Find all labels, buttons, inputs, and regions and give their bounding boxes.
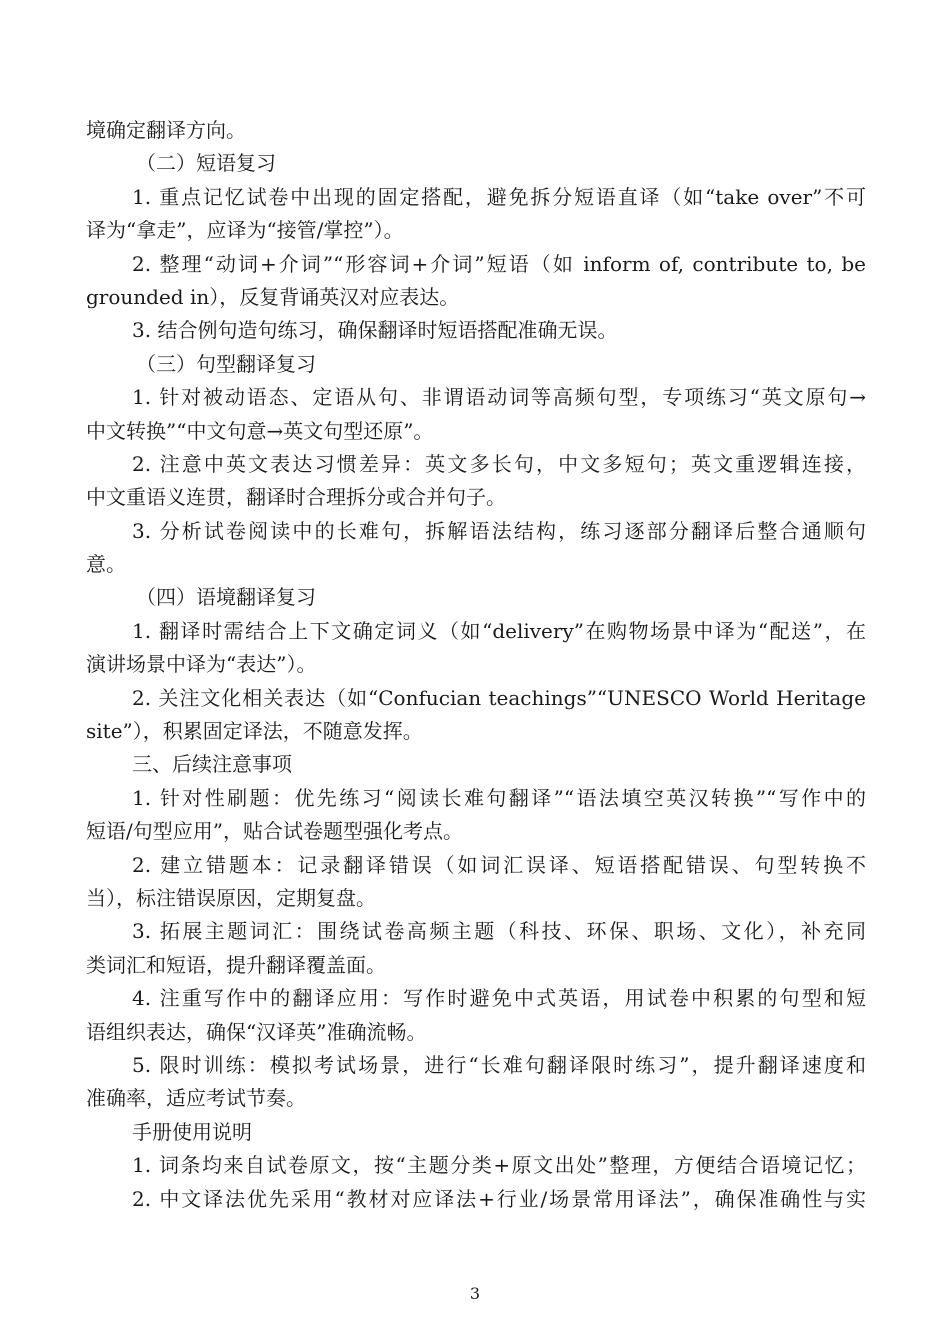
text-line: 语组织表达，确保“汉译英”准确流畅。 (86, 1019, 427, 1044)
document-body (86, 114, 866, 1216)
text-line: 2. 注意中英文表达习惯差异：英文多长句，中文多短句；英文重逻辑连接， (132, 451, 866, 476)
text-line: site”），积累固定译法，不随意发挥。 (86, 719, 423, 744)
section-heading-context: （四）语境翻译复习 (136, 585, 316, 610)
text-line: 短语/句型应用”，贴合试卷题型强化考点。 (86, 819, 463, 844)
text-line: 4. 注重写作中的翻译应用：写作时避免中式英语，用试卷中积累的句型和短 (132, 986, 866, 1011)
text-line: 1. 针对被动语态、定语从句、非谓语动词等高频句型，专项练习“英文原句→ (132, 385, 866, 410)
page-number: 3 (469, 1284, 481, 1303)
text-line: 2. 建立错题本：记录翻译错误（如词汇误译、短语搭配错误、句型转换不 (132, 852, 866, 877)
text-line: 1. 翻译时需结合上下文确定词义（如“delivery”在购物场景中译为“配送”，在 (132, 618, 866, 643)
text-line: 类词汇和短语，提升翻译覆盖面。 (86, 952, 386, 977)
text-line: 3. 结合例句造句练习，确保翻译时短语搭配准确无误。 (132, 318, 618, 343)
text-line: 2. 关注文化相关表达（如“Confucian teachings”“UNESCO World Heritage (132, 685, 866, 710)
text-line: 2. 中文译法优先采用“教材对应译法+行业/场景常用译法”，确保准确性与实 (132, 1186, 866, 1211)
text-line: 5. 限时训练：模拟考试场景，进行“长难句翻译限时练习”，提升翻译速度和 (132, 1052, 866, 1077)
text-line: 演讲场景中译为“表达”）。 (86, 652, 317, 677)
text-line: 1. 词条均来自试卷原文，按“主题分类+原文出处”整理，方便结合语境记忆； (132, 1153, 866, 1178)
section-heading-phrases: （二）短语复习 (136, 151, 276, 176)
text-line: 中文转换”“中文句意→英文句型还原”。 (86, 418, 434, 443)
text-line: 意。 (86, 552, 126, 577)
section-heading-sentences: （三）句型翻译复习 (136, 351, 316, 376)
section-heading-manual-usage: 手册使用说明 (132, 1119, 252, 1144)
text-line: 译为“拿走”，应译为“接管/掌控”）。 (86, 218, 404, 243)
text-line: 准确率，适应考试节奏。 (86, 1086, 306, 1111)
text-line: 2. 整理“动词+介词”“形容词+介词”短语（如 inform of, contribute to, be (132, 251, 866, 276)
text-line: grounded in），反复背诵英汉对应表达。 (86, 284, 460, 309)
text-line: 1. 针对性刷题：优先练习“阅读长难句翻译”“语法填空英汉转换”“写作中的 (132, 785, 866, 810)
text-line: 中文重语义连贯，翻译时合理拆分或合并句子。 (86, 485, 506, 510)
text-line: 3. 分析试卷阅读中的长难句，拆解语法结构，练习逐部分翻译后整合通顺句 (132, 518, 866, 543)
section-heading-followup: 三、后续注意事项 (132, 752, 292, 777)
text-line: 当），标注错误原因，定期复盘。 (86, 885, 376, 910)
text-line: 1. 重点记忆试卷中出现的固定搭配，避免拆分短语直译（如“take over”不可 (132, 184, 866, 209)
text-line: 3. 拓展主题词汇：围绕试卷高频主题（科技、环保、职场、文化），补充同 (132, 919, 866, 944)
text-line: 境确定翻译方向。 (86, 118, 246, 142)
